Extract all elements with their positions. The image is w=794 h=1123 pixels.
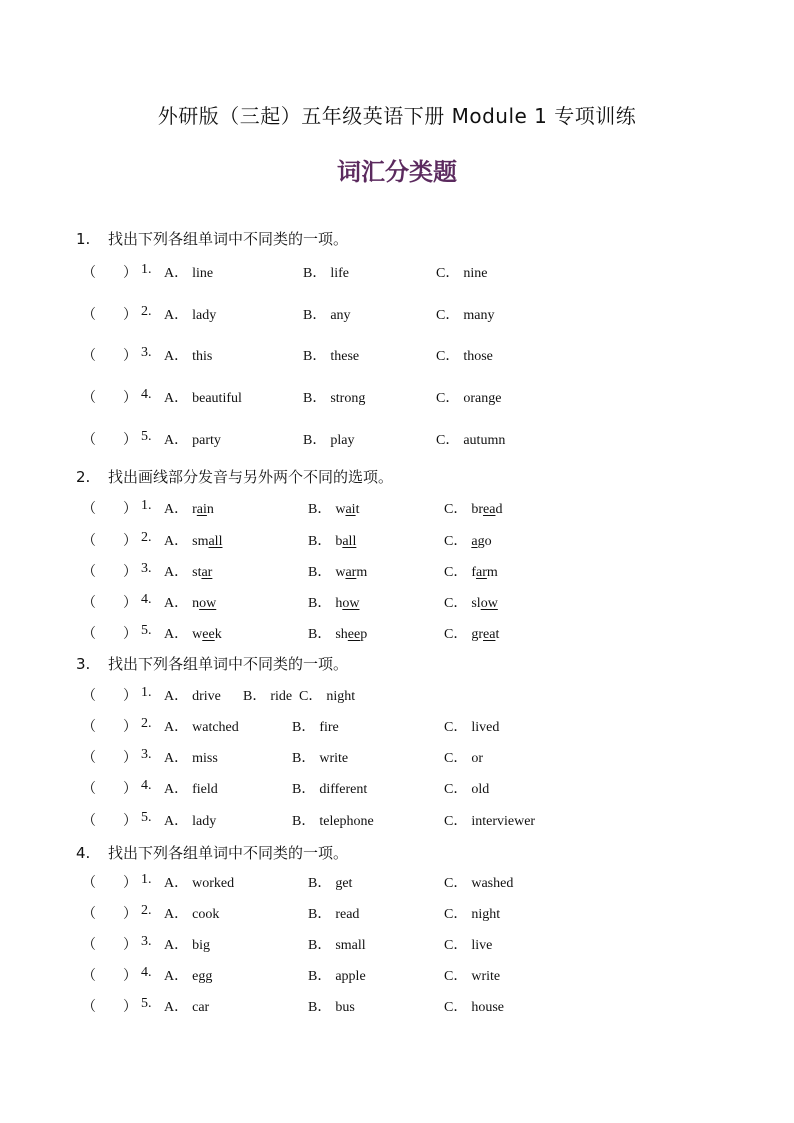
- option-word: lady: [192, 814, 217, 829]
- question-row: [0, 530, 794, 550]
- option-a: [164, 429, 221, 449]
- option-c: [444, 965, 500, 985]
- option-letter: C．: [444, 876, 468, 891]
- option-word: ago: [471, 534, 492, 549]
- option-word: slow: [471, 596, 498, 611]
- option-word: write: [471, 969, 501, 984]
- question-number: 3.: [141, 747, 152, 762]
- answer-paren-open: （: [82, 876, 96, 891]
- option-letter: C．: [444, 627, 468, 642]
- question-row: [0, 685, 794, 705]
- underlined-part: a: [471, 534, 478, 549]
- underlined-part: ow: [480, 596, 498, 611]
- option-c: [444, 623, 499, 643]
- option-letter: C．: [444, 782, 468, 797]
- option-letter: B．: [308, 596, 332, 611]
- option-letter: A．: [164, 689, 189, 704]
- option-letter: B．: [308, 502, 332, 517]
- option-word: or: [471, 751, 484, 766]
- answer-paren-close: ）: [123, 969, 137, 984]
- option-letter: C．: [436, 266, 460, 281]
- option-word: those: [463, 349, 493, 364]
- underlined-part: ow: [199, 596, 217, 611]
- option-word: rain: [192, 502, 214, 517]
- question-row: [0, 592, 794, 612]
- option-b: [308, 996, 355, 1016]
- option-b: [308, 561, 367, 581]
- option-b: [303, 429, 354, 449]
- option-word: field: [192, 782, 218, 797]
- option-letter: C．: [444, 565, 468, 580]
- option-word: sheep: [335, 627, 368, 642]
- option-c: [444, 872, 513, 892]
- option-b: [243, 685, 292, 705]
- option-letter: A．: [164, 266, 189, 281]
- option-a: [164, 778, 218, 798]
- question-row: [0, 561, 794, 581]
- option-c: [444, 903, 500, 923]
- option-word: apple: [335, 969, 366, 984]
- option-a: [164, 561, 212, 581]
- option-letter: C．: [444, 907, 468, 922]
- answer-paren-open: （: [82, 266, 96, 281]
- option-word: watched: [192, 720, 239, 735]
- underlined-part: ee: [347, 627, 361, 642]
- answer-paren-close: ）: [123, 391, 137, 406]
- option-letter: A．: [164, 433, 189, 448]
- question-row: [0, 387, 794, 407]
- question-number: 1.: [141, 872, 152, 887]
- option-letter: B．: [308, 627, 332, 642]
- underlined-part: ee: [202, 627, 215, 642]
- question-row: [0, 262, 794, 282]
- option-c: [444, 747, 483, 767]
- answer-paren-open: （: [82, 534, 96, 549]
- option-a: [164, 934, 210, 954]
- question-row: [0, 810, 794, 830]
- option-word: live: [471, 938, 493, 953]
- answer-paren-close: ）: [123, 308, 137, 323]
- answer-paren-close: ）: [123, 907, 137, 922]
- option-a: [164, 498, 214, 518]
- underlined-part: ai: [345, 502, 356, 517]
- option-a: [164, 345, 212, 365]
- answer-paren-open: （: [82, 596, 96, 611]
- option-letter: B．: [292, 782, 316, 797]
- option-letter: C．: [299, 689, 323, 704]
- option-letter: B．: [308, 938, 332, 953]
- question-number: 2.: [141, 903, 152, 918]
- option-a: [164, 685, 221, 705]
- question-row: [0, 934, 794, 954]
- option-word: egg: [192, 969, 213, 984]
- option-b: [308, 934, 366, 954]
- option-word: old: [471, 782, 490, 797]
- option-b: [303, 262, 349, 282]
- answer-paren-open: （: [82, 391, 96, 406]
- option-b: [308, 872, 352, 892]
- answer-paren-open: （: [82, 502, 96, 517]
- option-b: [308, 498, 359, 518]
- option-word: wait: [335, 502, 360, 517]
- section-number: 3.: [76, 655, 91, 673]
- question-number: 2.: [141, 716, 152, 731]
- section-heading: [76, 466, 393, 487]
- option-word: great: [471, 627, 500, 642]
- option-word: warm: [335, 565, 368, 580]
- answer-paren-close: ）: [123, 534, 137, 549]
- answer-paren-open: （: [82, 433, 96, 448]
- option-a: [164, 996, 209, 1016]
- option-word: night: [326, 689, 356, 704]
- answer-paren-close: ）: [123, 433, 137, 448]
- option-word: write: [319, 751, 349, 766]
- option-word: different: [319, 782, 368, 797]
- option-word: lived: [471, 720, 500, 735]
- question-number: 1.: [141, 685, 152, 700]
- option-letter: C．: [444, 938, 468, 953]
- option-a: [164, 387, 242, 407]
- option-letter: A．: [164, 391, 189, 406]
- option-b: [303, 345, 359, 365]
- option-word: interviewer: [471, 814, 536, 829]
- option-letter: A．: [164, 596, 189, 611]
- question-number: 2.: [141, 304, 152, 319]
- option-c: [444, 934, 492, 954]
- option-letter: B．: [308, 907, 332, 922]
- option-letter: C．: [444, 534, 468, 549]
- option-c: [436, 262, 487, 282]
- option-a: [164, 872, 234, 892]
- option-word: house: [471, 1000, 505, 1015]
- option-word: read: [335, 907, 360, 922]
- question-row: [0, 747, 794, 767]
- option-letter: B．: [303, 391, 327, 406]
- option-word: line: [192, 266, 214, 281]
- section-heading: [76, 228, 348, 249]
- question-number: 5.: [141, 623, 152, 638]
- answer-paren-open: （: [82, 349, 96, 364]
- question-row: [0, 872, 794, 892]
- question-row: [0, 965, 794, 985]
- underlined-part: ar: [345, 565, 357, 580]
- option-c: [444, 498, 502, 518]
- question-number: 1.: [141, 498, 152, 513]
- option-letter: C．: [444, 502, 468, 517]
- answer-paren-close: ）: [123, 938, 137, 953]
- option-b: [292, 778, 367, 798]
- option-word: telephone: [319, 814, 374, 829]
- page-title: 外研版（三起）五年级英语下册 Module 1 专项训练: [157, 104, 637, 128]
- question-row: [0, 498, 794, 518]
- option-letter: A．: [164, 751, 189, 766]
- option-letter: B．: [308, 565, 332, 580]
- option-a: [164, 304, 216, 324]
- option-letter: B．: [303, 433, 327, 448]
- question-row: [0, 429, 794, 449]
- option-letter: A．: [164, 349, 189, 364]
- option-c: [444, 592, 498, 612]
- question-row: [0, 716, 794, 736]
- option-letter: A．: [164, 938, 189, 953]
- question-row: [0, 345, 794, 365]
- question-number: 5.: [141, 996, 152, 1011]
- answer-paren-close: ）: [123, 502, 137, 517]
- section-number: 1.: [76, 230, 91, 248]
- option-letter: C．: [444, 969, 468, 984]
- option-letter: A．: [164, 502, 189, 517]
- question-number: 5.: [141, 429, 152, 444]
- section-number: 4.: [76, 844, 91, 862]
- answer-paren-open: （: [82, 308, 96, 323]
- option-letter: B．: [243, 689, 267, 704]
- option-letter: B．: [292, 751, 316, 766]
- option-c: [444, 778, 489, 798]
- option-letter: B．: [308, 969, 332, 984]
- option-word: how: [335, 596, 360, 611]
- option-c: [436, 387, 501, 407]
- option-letter: A．: [164, 907, 189, 922]
- answer-paren-close: ）: [123, 1000, 137, 1015]
- option-word: many: [463, 308, 495, 323]
- option-b: [308, 965, 366, 985]
- underlined-part: ow: [342, 596, 360, 611]
- question-number: 4.: [141, 778, 152, 793]
- answer-paren-close: ）: [123, 782, 137, 797]
- page-subtitle: 词汇分类题: [337, 158, 457, 186]
- option-letter: B．: [303, 349, 327, 364]
- option-word: bus: [335, 1000, 355, 1015]
- option-letter: C．: [444, 1000, 468, 1015]
- option-a: [164, 810, 216, 830]
- question-number: 3.: [141, 561, 152, 576]
- option-letter: A．: [164, 627, 189, 642]
- question-row: [0, 304, 794, 324]
- answer-paren-close: ）: [123, 565, 137, 580]
- question-number: 4.: [141, 592, 152, 607]
- question-number: 1.: [141, 262, 152, 277]
- option-word: lady: [192, 308, 217, 323]
- option-a: [164, 262, 213, 282]
- option-c: [436, 304, 494, 324]
- answer-paren-open: （: [82, 565, 96, 580]
- answer-paren-open: （: [82, 969, 96, 984]
- option-letter: B．: [308, 534, 332, 549]
- option-letter: B．: [303, 266, 327, 281]
- option-word: orange: [463, 391, 502, 406]
- option-a: [164, 623, 222, 643]
- answer-paren-close: ）: [123, 751, 137, 766]
- option-word: nine: [463, 266, 488, 281]
- option-word: star: [192, 565, 213, 580]
- section-number: 2.: [76, 468, 91, 486]
- option-c: [436, 345, 493, 365]
- option-b: [303, 304, 351, 324]
- option-letter: C．: [444, 720, 468, 735]
- option-word: ride: [270, 689, 293, 704]
- answer-paren-close: ）: [123, 266, 137, 281]
- option-letter: A．: [164, 534, 189, 549]
- option-word: week: [192, 627, 222, 642]
- question-number: 5.: [141, 810, 152, 825]
- answer-paren-close: ）: [123, 596, 137, 611]
- option-letter: C．: [444, 596, 468, 611]
- option-letter: B．: [308, 1000, 332, 1015]
- option-b: [308, 530, 356, 550]
- answer-paren-close: ）: [123, 720, 137, 735]
- underlined-part: ar: [201, 565, 213, 580]
- option-word: beautiful: [192, 391, 242, 406]
- answer-paren-close: ）: [123, 876, 137, 891]
- option-letter: C．: [436, 308, 460, 323]
- answer-paren-close: ）: [123, 814, 137, 829]
- answer-paren-close: ）: [123, 627, 137, 642]
- section-heading: [76, 653, 348, 674]
- question-row: [0, 996, 794, 1016]
- section-heading: [76, 842, 348, 863]
- question-number: 3.: [141, 934, 152, 949]
- section-instruction: 找出下列各组单词中不同类的一项。: [108, 844, 349, 862]
- option-letter: B．: [292, 814, 316, 829]
- option-word: play: [330, 433, 355, 448]
- option-letter: C．: [444, 751, 468, 766]
- option-letter: A．: [164, 876, 189, 891]
- option-letter: C．: [444, 814, 468, 829]
- option-b: [292, 810, 374, 830]
- underlined-part: all: [342, 534, 357, 549]
- option-c: [444, 561, 498, 581]
- underlined-part: ai: [196, 502, 207, 517]
- option-letter: A．: [164, 720, 189, 735]
- section-instruction: 找出下列各组单词中不同类的一项。: [108, 230, 349, 248]
- option-b: [303, 387, 365, 407]
- option-letter: A．: [164, 1000, 189, 1015]
- option-word: small: [192, 534, 223, 549]
- question-row: [0, 623, 794, 643]
- option-letter: A．: [164, 782, 189, 797]
- option-c: [444, 530, 492, 550]
- answer-paren-close: ）: [123, 689, 137, 704]
- section-instruction: 找出画线部分发音与另外两个不同的选项。: [108, 468, 394, 486]
- question-number: 3.: [141, 345, 152, 360]
- option-a: [164, 716, 239, 736]
- answer-paren-open: （: [82, 907, 96, 922]
- underlined-part: ea: [483, 502, 496, 517]
- answer-paren-open: （: [82, 720, 96, 735]
- option-a: [164, 747, 218, 767]
- option-a: [164, 592, 216, 612]
- option-word: any: [330, 308, 351, 323]
- answer-paren-open: （: [82, 938, 96, 953]
- option-c: [444, 810, 535, 830]
- option-a: [164, 903, 219, 923]
- option-word: night: [471, 907, 501, 922]
- option-a: [164, 965, 212, 985]
- option-word: strong: [330, 391, 366, 406]
- option-word: farm: [471, 565, 498, 580]
- underlined-part: ar: [476, 565, 487, 580]
- option-word: now: [192, 596, 217, 611]
- option-word: this: [192, 349, 213, 364]
- option-word: car: [192, 1000, 210, 1015]
- option-b: [308, 623, 367, 643]
- answer-paren-open: （: [82, 751, 96, 766]
- question-row: [0, 903, 794, 923]
- option-letter: A．: [164, 969, 189, 984]
- option-letter: B．: [292, 720, 316, 735]
- option-letter: C．: [436, 391, 460, 406]
- option-word: small: [335, 938, 366, 953]
- option-word: these: [330, 349, 360, 364]
- option-c: [436, 429, 505, 449]
- option-c: [444, 996, 504, 1016]
- option-letter: A．: [164, 814, 189, 829]
- option-word: life: [330, 266, 349, 281]
- option-word: fire: [319, 720, 339, 735]
- question-row: [0, 778, 794, 798]
- question-number: 2.: [141, 530, 152, 545]
- underlined-part: all: [208, 534, 223, 549]
- answer-paren-close: ）: [123, 349, 137, 364]
- section-instruction: 找出下列各组单词中不同类的一项。: [108, 655, 349, 673]
- option-word: worked: [192, 876, 235, 891]
- option-word: big: [192, 938, 211, 953]
- option-b: [308, 903, 359, 923]
- option-word: washed: [471, 876, 514, 891]
- option-word: drive: [192, 689, 221, 704]
- answer-paren-open: （: [82, 814, 96, 829]
- answer-paren-open: （: [82, 1000, 96, 1015]
- question-number: 4.: [141, 387, 152, 402]
- option-b: [292, 716, 339, 736]
- option-letter: C．: [436, 433, 460, 448]
- option-a: [164, 530, 222, 550]
- option-b: [292, 747, 348, 767]
- option-letter: B．: [308, 876, 332, 891]
- option-word: ball: [335, 534, 357, 549]
- answer-paren-open: （: [82, 689, 96, 704]
- option-word: autumn: [463, 433, 506, 448]
- option-letter: A．: [164, 565, 189, 580]
- option-c: [299, 685, 355, 705]
- underlined-part: ea: [483, 627, 496, 642]
- option-letter: C．: [436, 349, 460, 364]
- option-c: [444, 716, 499, 736]
- option-word: get: [335, 876, 353, 891]
- option-word: miss: [192, 751, 218, 766]
- answer-paren-open: （: [82, 782, 96, 797]
- option-letter: B．: [303, 308, 327, 323]
- option-word: bread: [471, 502, 503, 517]
- answer-paren-open: （: [82, 627, 96, 642]
- option-b: [308, 592, 359, 612]
- option-word: cook: [192, 907, 220, 922]
- question-number: 4.: [141, 965, 152, 980]
- option-word: party: [192, 433, 221, 448]
- option-letter: A．: [164, 308, 189, 323]
